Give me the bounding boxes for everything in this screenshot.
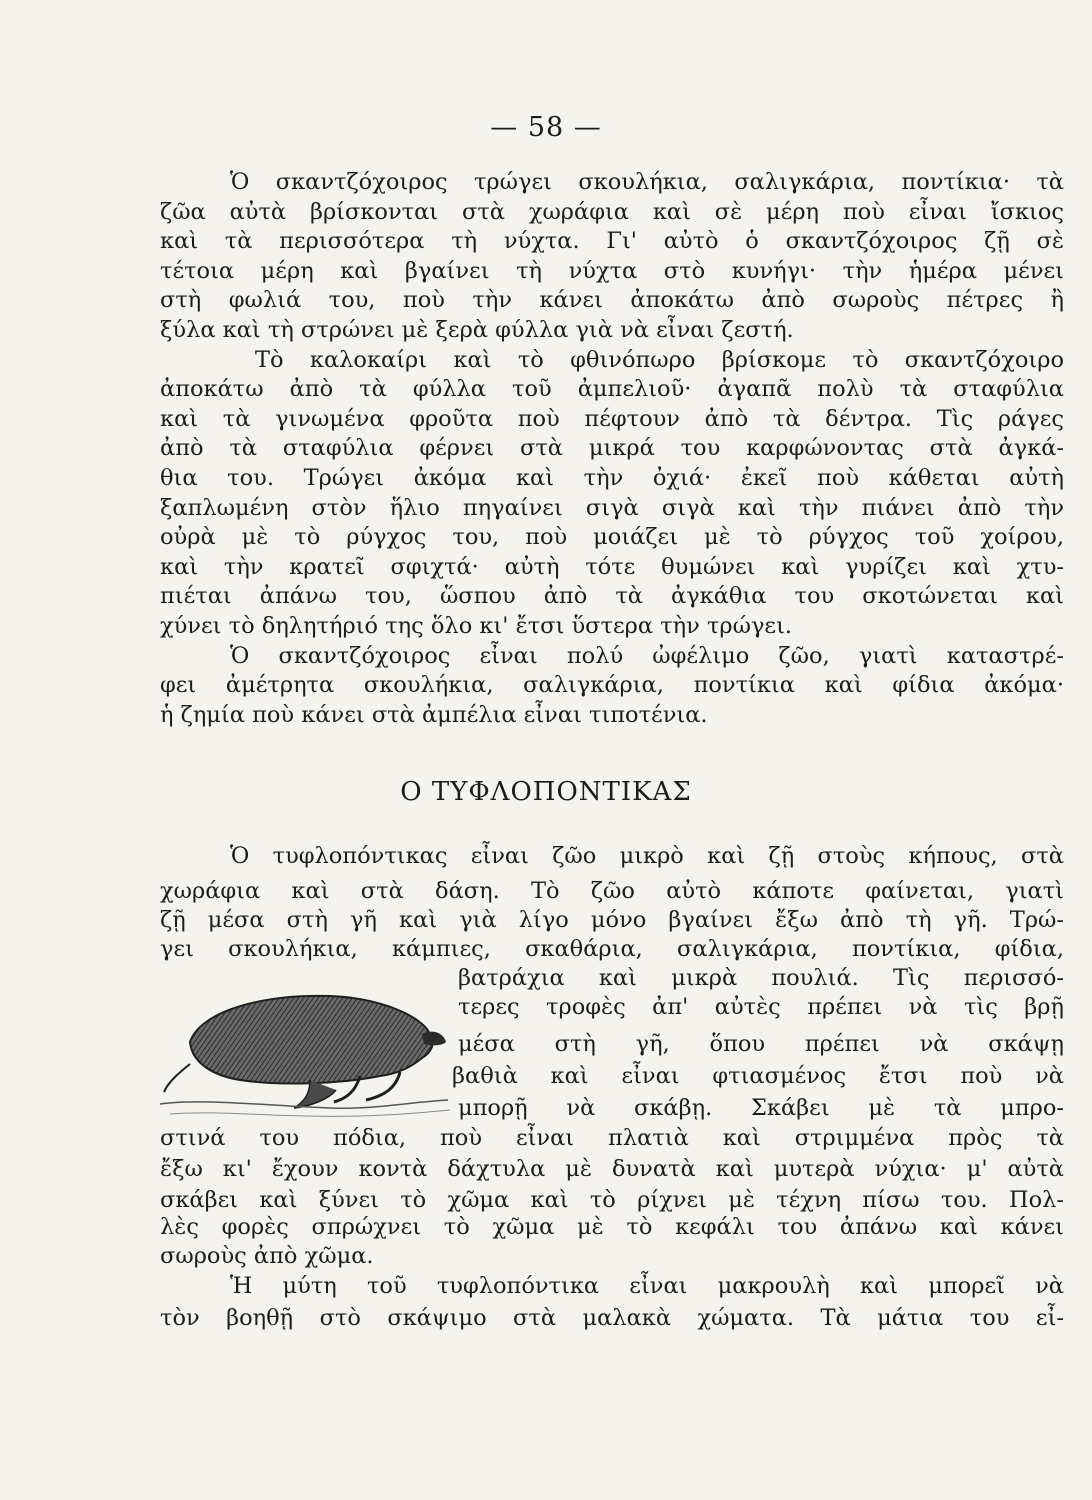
text-line: ἡ ζημία ποὺ κάνει στὰ ἀμπέλια εἶναι τιποτένια.	[160, 701, 708, 728]
text-line: Ὁ τυφλοπόντικας εἶναι ζῶο μικρὸ καὶ ζῇ στοὺς κήπους, στὰ	[230, 843, 1064, 869]
text-line: ἀπὸ τὰ σταφύλια φέρνει στὰ μικρά του καρφώνοντας στὰ ἀγκά-	[160, 435, 1064, 462]
text-line: καὶ τὰ περισσότερα τὴ νύχτα. Γι' αὐτὸ ὁ σκαντζόχοιρος ζῇ σὲ	[160, 228, 1064, 255]
text-line: οὐρὰ μὲ τὸ ρύγχος του, ποὺ μοιάζει μὲ τὸ ρύγχος τοῦ χοίρου,	[160, 524, 1064, 551]
text-line: τὸν βοηθῇ στὸ σκάψιμο στὰ μαλακὰ χώματα. Τὰ μάτια του εἶ-	[160, 1305, 1064, 1331]
text-line: φει ἀμέτρητα σκουλήκια, σαλιγκάρια, ποντίκια καὶ φίδια ἀκόμα·	[160, 672, 1064, 699]
text-line: ζῶα αὐτὰ βρίσκονται στὰ χωράφια καὶ σὲ μέρη ποὺ εἶναι ἴσκιος	[160, 198, 1064, 225]
text-line: τερες τροφὲς ἀπ' αὐτὲς πρέπει νὰ τὶς βρῇ	[458, 994, 1064, 1020]
mole-body	[190, 996, 433, 1084]
text-line: σωροὺς ἀπὸ χῶμα.	[160, 1243, 374, 1269]
text-line: Τὸ καλοκαίρι καὶ τὸ φθινόπωρο βρίσκομε τὸ σκαντζόχοιρο	[255, 346, 1064, 373]
text-line: στινά του πόδια, ποὺ εἶναι πλατιὰ καὶ στριμμένα πρὸς τὰ	[160, 1125, 1064, 1151]
text-line: στὴ φωλιά του, ποὺ τὴν κάνει ἀποκάτω ἀπὸ σωροὺς πέτρες ἢ	[160, 287, 1064, 314]
text-line: ξύλα καὶ τὴ στρώνει μὲ ξερὰ φύλλα γιὰ νὰ εἶναι ζεστή.	[160, 316, 794, 343]
text-line: ζῇ μέσα στὴ γῆ καὶ γιὰ λίγο μόνο βγαίνει ἔξω ἀπὸ τὴ γῆ. Τρώ-	[160, 907, 1064, 933]
text-line: Ἡ μύτη τοῦ τυφλοπόντικα εἶναι μακρουλὴ καὶ μπορεῖ νὰ	[230, 1273, 1064, 1299]
mole-snout	[422, 1032, 446, 1046]
text-line: λὲς φορὲς σπρώχνει τὸ χῶμα μὲ τὸ κεφάλι του ἀπάνω καὶ κάνει	[160, 1214, 1064, 1240]
page-number: — 58 —	[490, 112, 602, 143]
text-line: μέσα στὴ γῆ, ὅπου πρέπει νὰ σκάψῃ	[458, 1031, 1064, 1057]
text-line: σκάβει καὶ ξύνει τὸ χῶμα καὶ τὸ ρίχνει μὲ τέχνη πίσω του. Πολ-	[160, 1187, 1064, 1213]
mole-illustration	[160, 972, 450, 1122]
hedgehog-paragraphs	[160, 168, 1064, 730]
text-line: χύνει τὸ δηλητήριό της ὅλο κι' ἔτσι ὕστερα τὴν τρώγει.	[160, 612, 793, 639]
text-line: βατράχια καὶ μικρὰ πουλιά. Τὶς περισσό-	[458, 965, 1064, 991]
text-line: χωράφια καὶ στὰ δάση. Τὸ ζῶο αὐτὸ κάποτε φαίνεται, γιατὶ	[160, 878, 1064, 904]
ground-line-lower	[170, 1110, 450, 1116]
text-line: ἀποκάτω ἀπὸ τὰ φύλλα τοῦ ἀμπελιοῦ· ἀγαπᾶ πολὺ τὰ σταφύλια	[160, 376, 1064, 403]
text-line: βαθιὰ καὶ εἶναι φτιασμένος ἔτσι ποὺ νὰ	[452, 1063, 1064, 1089]
text-line: θια του. Τρώγει ἀκόμα καὶ τὴν ὀχιά· ἐκεῖ ποὺ κάθεται αὐτὴ	[160, 464, 1064, 491]
text-line: ἔξω κι' ἔχουν κοντὰ δάχτυλα μὲ δυνατὰ καὶ μυτερὰ νύχια· μ' αὐτὰ	[160, 1156, 1064, 1182]
text-line: πιέται ἀπάνω του, ὥσπου ἀπὸ τὰ ἀγκάθια του σκοτώνεται καὶ	[160, 583, 1064, 610]
text-line: Ὁ σκαντζόχοιρος τρώγει σκουλήκια, σαλιγκάρια, ποντίκια· τὰ	[230, 169, 1064, 195]
text-line: καὶ τὰ γινωμένα φροῦτα ποὺ πέφτουν ἀπὸ τὰ δέντρα. Τὶς ράγες	[160, 405, 1064, 432]
text-line: μπορῇ νὰ σκάβῃ. Σκάβει μὲ τὰ μπρο-	[458, 1095, 1064, 1121]
text-line: ξαπλωμένη στὸν ἥλιο πηγαίνει σιγὰ σιγὰ καὶ τὴν πιάνει ἀπὸ τὴν	[160, 494, 1064, 521]
text-line: Ὁ σκαντζόχοιρος εἶναι πολύ ὠφέλιμο ζῶο, γιατὶ καταστρέ-	[230, 642, 1064, 669]
text-line: τέτοια μέρη καὶ βγαίνει τὴ νύχτα στὸ κυνήγι· τὴν ἡμέρα μένει	[160, 257, 1064, 284]
section-heading: Ο ΤΥΦΛΟΠΟΝΤΙΚΑΣ	[400, 777, 692, 807]
text-line: γει σκουλήκια, κάμπιες, σκαθάρια, σαλιγκάρια, ποντίκια, φίδια,	[160, 936, 1064, 962]
mole-tail	[164, 1064, 190, 1092]
text-line: καὶ τὴν κρατεῖ σφιχτά· αὐτὴ τότε θυμώνει καὶ γυρίζει καὶ χτυ-	[160, 553, 1064, 580]
